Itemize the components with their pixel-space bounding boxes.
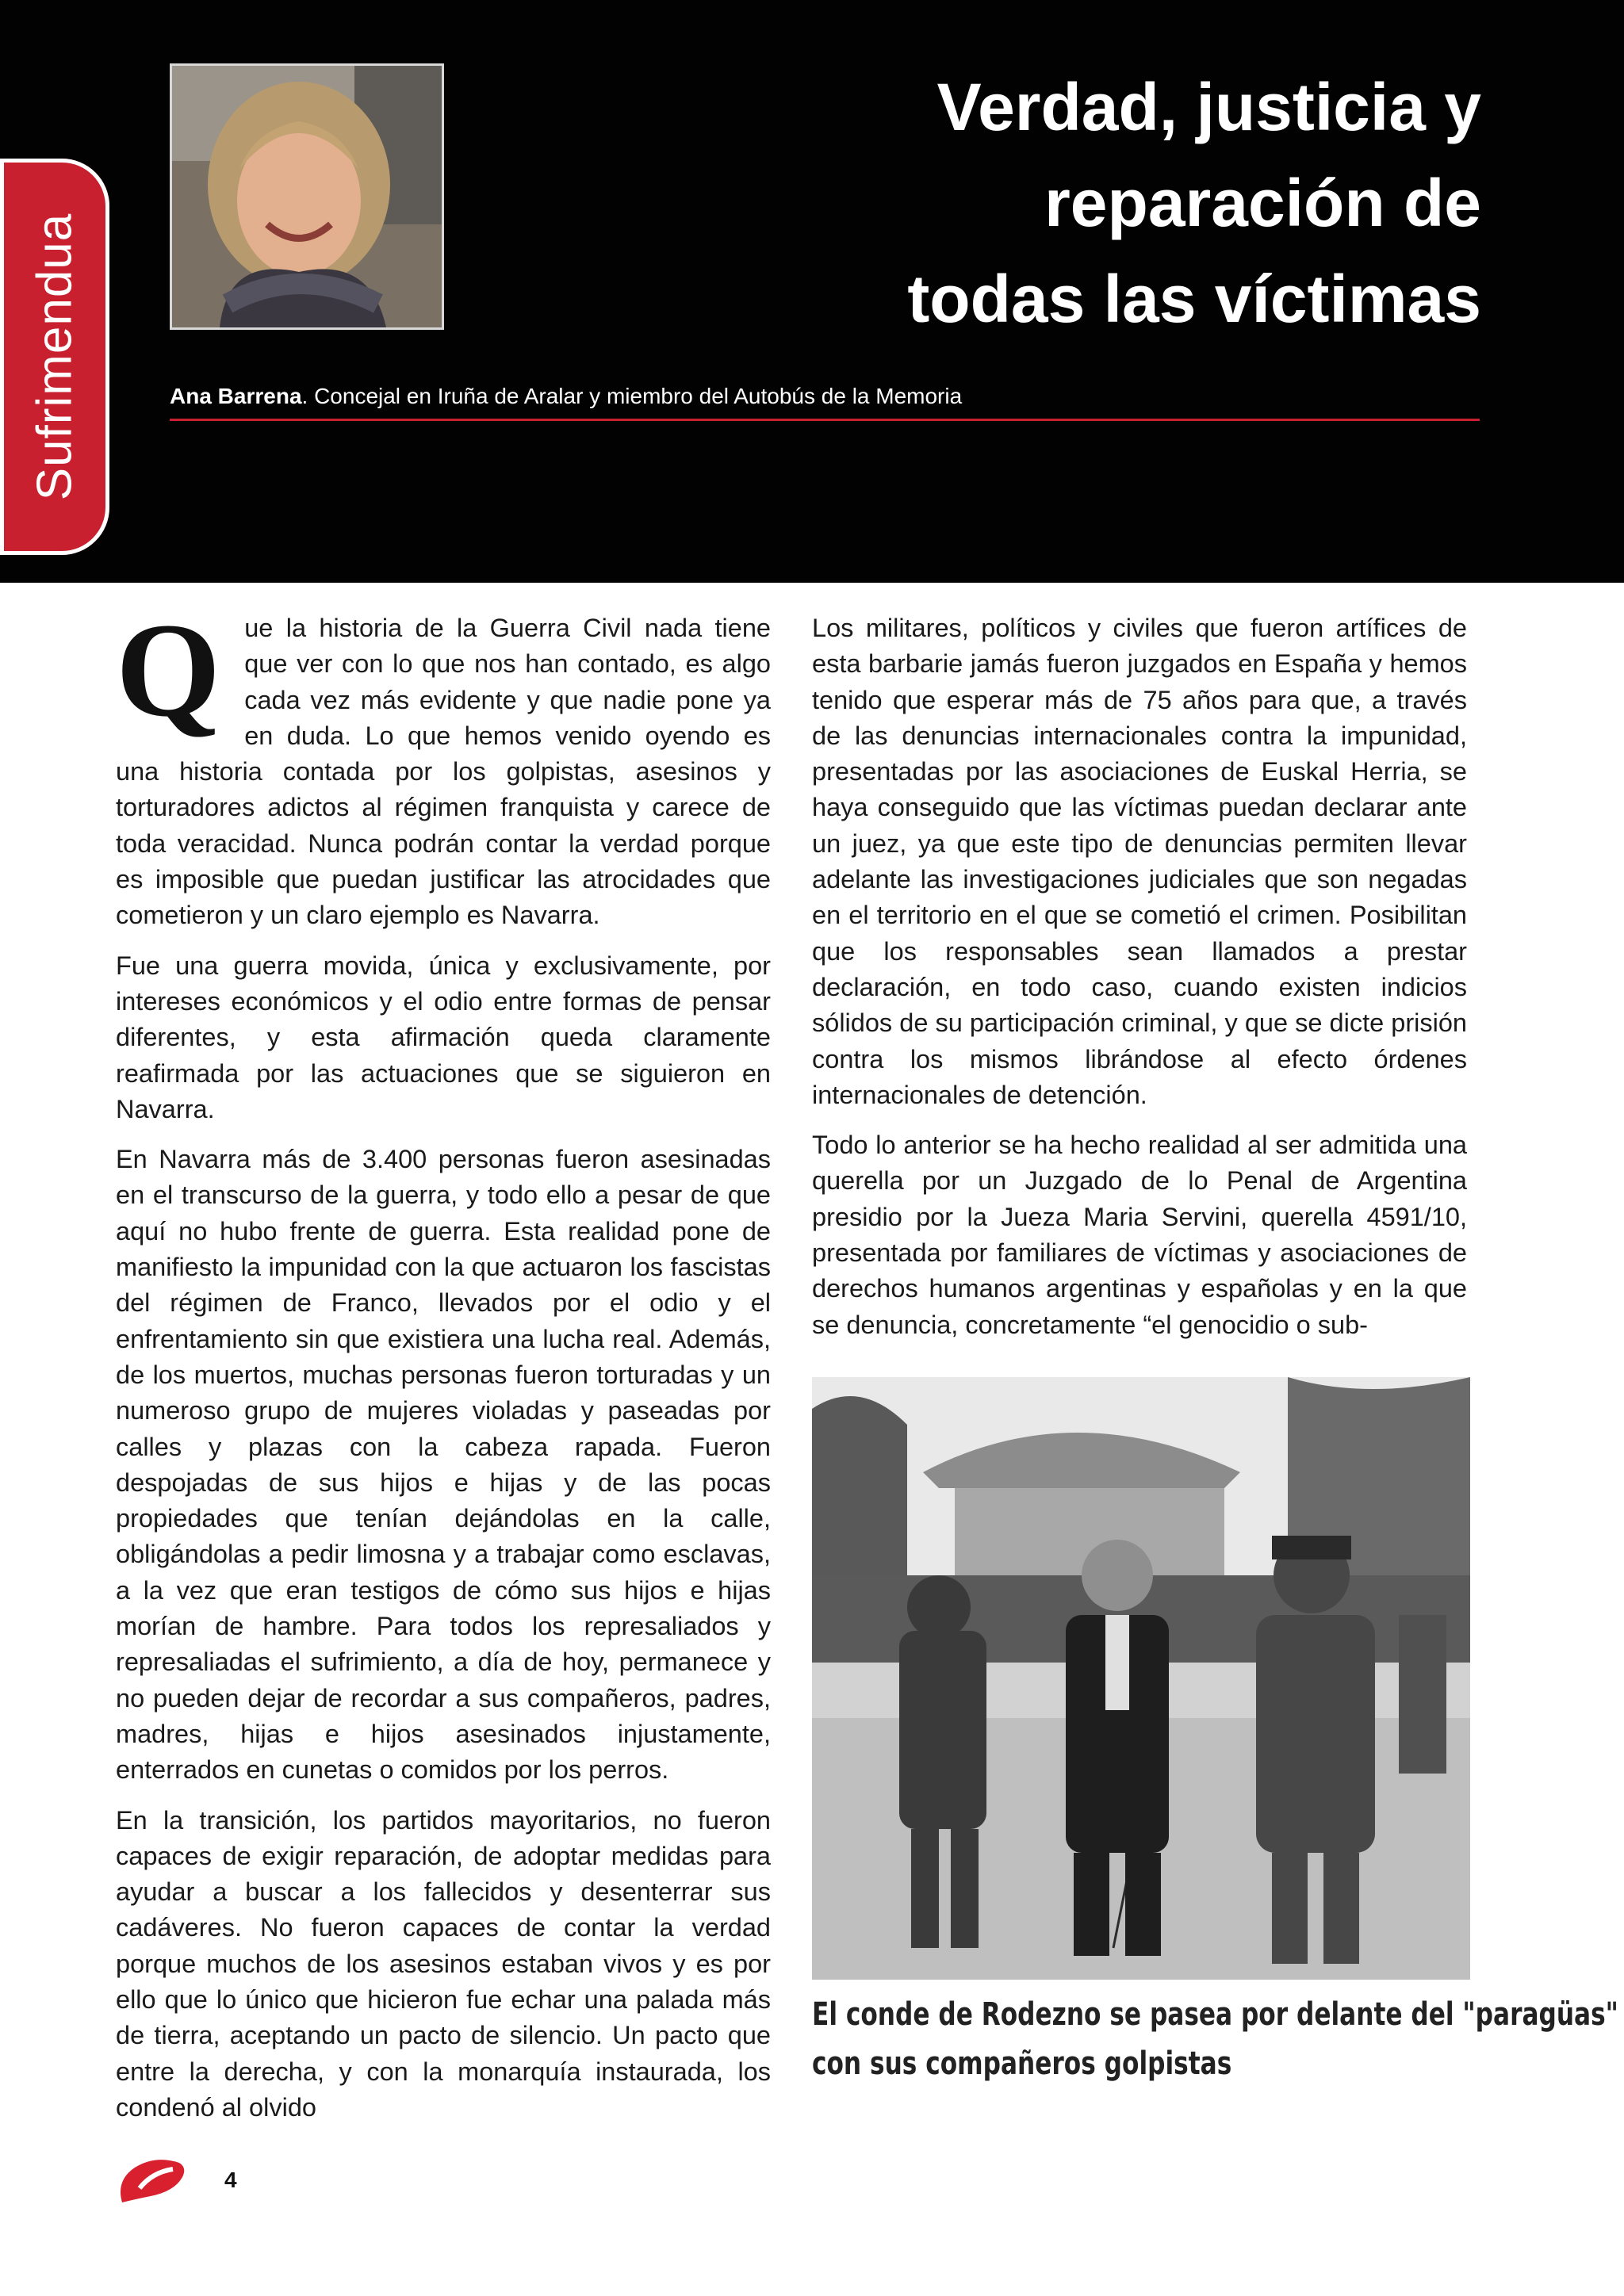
title-line: Verdad, justicia y [936,70,1481,144]
page-number: 4 [224,2168,237,2192]
caption-line: El conde de Rodezno se pasea por delante del "paragüas" [812,1996,1618,2033]
paragraph: En Navarra más de 3.400 personas fueron asesinadas en el transcurso de la guerra, y todo ello a pesar de que aquí no hubo frente de guerra. Esta realidad pone de manifiesto la impunidad con la que actuaron los fascistas del régimen de Franco, llevados por el odio y el enfrentamiento sin que existiera una lucha real. Además, de los muertos, muchas personas fueron torturadas y un numeroso grupo de mujeres violadas y paseadas por calles y plazas con la cabeza rapada. Fueron despojadas de sus hijos e hijas y de las pocas propiedades que tenían dejándolas en la calle, obligándolas a pedir limosna y a trabajar como esclavas, a la vez que eran testigos de cómo sus hijos e hijas morían de hambre. Para todos los represaliados y represaliadas el sufrimiento, a día de hoy, permanece y no pueden dejar de recordar a sus compañeros, padres, madres, hijas e hijos asesinados injustamente, enterrados en cunetas o comidos por los perros. [116,1145,771,1785]
photo-caption [812,1990,1618,2088]
publication-logo [116,2156,186,2206]
article-column-right [812,610,1467,1357]
author-name: Ana Barrena [170,384,302,408]
article-column-left [116,595,771,2140]
paragraph [116,595,771,934]
paragraph: En la transición, los partidos mayoritarios, no fueron capaces de exigir reparación, de adoptar medidas para ayudar a buscar a los fallecidos y desenterrar sus cadáveres. No fueron capaces de contar la verdad porque muchos de los asesinos estaban vivos y es por ello que lo único que hicieron fue echar una palada más de tierra, aceptando un pacto de silencio. Un pacto que entre la derecha, y con la monarquía instaurada, los condenó al olvido [116,1805,771,2122]
paragraph-text: ue la historia de la Guerra Civil nada tiene que ver con lo que nos han contado, es algo cada vez más evidente y que nadie pone ya en duda. Lo que hemos venido oyendo es una historia contada por los golpistas, asesinos y torturadores adictos al régimen franquista y carece de toda veracidad. Nunca podrán contar la verdad porque es imposible que puedan justificar las atrocidades que cometieron y un claro ejemplo es Navarra. [116,614,771,930]
paragraph: Fue una guerra movida, única y exclusivamente, por intereses económicos y el odio entre formas de pensar diferentes, y esta afirmación queda claramente reafirmada por las actuaciones que se siguieron en Navarra. [116,951,771,1123]
historical-photo [812,1377,1470,1980]
historical-photo-image [812,1377,1470,1980]
paragraph: Los militares, políticos y civiles que fueron artífices de esta barbarie jamás fueron juzgados en España y hemos tenido que esperar más de 75 años para que, a través de las denuncias internacionales contra la impunidad, presentadas por las asociaciones de Euskal Herria, se haya conseguido que las víctimas puedan declarar ante un juez, ya que este tipo de denuncias permiten llevar adelante las investigaciones judiciales que son negadas en el territorio en el que se cometió el crimen. Posibilitan que los responsables sean llamados a prestar declaración, en todo caso, cuando existen indicios sólidos de su participación criminal, y que se dicte prisión contra los mismos librándose al efecto órdenes internacionales de detención. [812,614,1467,1109]
section-label: Sufrimendua [27,212,82,501]
author-photo-image [172,66,442,327]
title-line: reparación de [1044,166,1481,240]
author-portrait [170,63,444,330]
paragraph: Todo lo anterior se ha hecho realidad al ser admitida una querella por un Juzgado de lo Penal de Argentina presidio por la Jueza Maria Servini, querella 4591/10, presentada por familiares de víctimas y asociaciones de derechos humanos argentinas y españolas y en la que se denuncia, concretamente “el genocidio o sub- [812,1131,1467,1339]
byline [170,384,1480,421]
caption-line: con sus compañeros golpistas [812,2045,1232,2082]
author-role: . Concejal en Iruña de Aralar y miembro del Autobús de la Memoria [301,384,963,408]
drop-cap: Q [116,595,221,744]
header-band [0,0,1624,583]
title-line: todas las víctimas [907,262,1481,336]
article-title [768,59,1481,347]
